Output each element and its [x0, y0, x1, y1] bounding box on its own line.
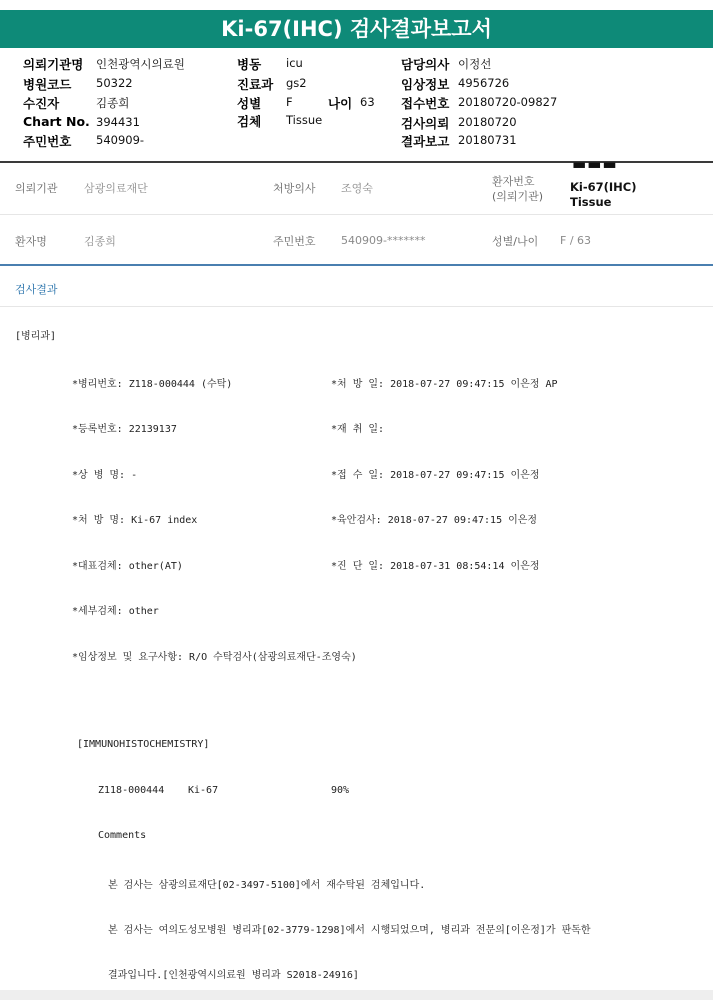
page-bottom-edge [0, 990, 713, 1000]
section-divider [0, 306, 713, 307]
sex-age-label: 성별/나이 [492, 235, 539, 248]
report-date-label: 결과보고 [401, 134, 450, 149]
rrn-value: 540909- [96, 133, 145, 147]
dept-label: 진료과 [237, 77, 274, 92]
specimen-label: 검체 [237, 114, 262, 129]
patient-name-label: 환자명 [15, 235, 47, 248]
collector-label: 수진자 [23, 96, 60, 111]
disease-name: *상 병 명: - [72, 470, 138, 481]
patient-no-label: 환자번호 [492, 175, 535, 188]
stamp-test-name: Ki-67(IHC) [570, 180, 637, 194]
comment-line-3: 결과입니다.[인천광역시의료원 병리과 S2018-24916] [108, 970, 359, 981]
chart-no-label: Chart No. [23, 114, 90, 129]
ward-value: icu [286, 56, 303, 70]
institution-label: 의뢰기관명 [23, 57, 84, 72]
result-section-title: 검사결과 [15, 283, 58, 296]
sub-specimen: *세부검체: other [72, 606, 159, 617]
report-title: Ki-67(IHC) 검사결과보고서 [0, 10, 713, 48]
sex-label: 성별 [237, 96, 262, 111]
presc-doctor-value: 조영숙 [341, 182, 373, 195]
receipt-date: *접 수 일: 2018-07-27 09:47:15 이은정 [331, 470, 540, 481]
comment-line-1: 본 검사는 삼광의료재단[02-3497-5100]에서 재수탁된 검체입니다. [108, 880, 426, 891]
ward-label: 병동 [237, 57, 262, 72]
request-date-value: 20180720 [458, 115, 517, 129]
result-divider [0, 264, 713, 266]
comment-line-2: 본 검사는 여의도성모병원 병리과[02-3779-1298]에서 시행되었으며, 병리과 전문의[이은정]가 판독한 [108, 925, 591, 936]
ihc-value: 90% [331, 785, 350, 796]
clinical-value: 4956726 [458, 76, 510, 90]
ihc-marker: Ki-67 [188, 785, 219, 796]
receipt-no-value: 20180720-09827 [458, 95, 558, 109]
request-date-label: 검사의뢰 [401, 116, 450, 131]
hospital-code-label: 병원코드 [23, 77, 72, 92]
diagnosis-date: *진 단 일: 2018-07-31 08:54:14 이은정 [331, 561, 540, 572]
req-org-label: 의뢰기관 [15, 182, 58, 195]
dept-value: gs2 [286, 76, 307, 90]
age-label: 나이 [328, 96, 353, 111]
specimen-value: Tissue [286, 113, 323, 127]
main-specimen: *대표검체: other(AT) [72, 561, 183, 572]
collector-value: 김종희 [96, 96, 130, 110]
order-date: *처 방 일: 2018-07-27 09:47:15 이은정 AP [331, 379, 558, 390]
report-date-value: 20180731 [458, 133, 517, 147]
hospital-code-value: 50322 [96, 76, 133, 90]
sex-age-value: F / 63 [560, 234, 592, 247]
registration-no: *등록번호: 22139137 [72, 424, 177, 435]
patient-rrn-value: 540909-******* [341, 234, 426, 247]
dept-tag: [병리과] [15, 331, 57, 342]
doctor-value: 이정선 [458, 57, 492, 71]
chart-no-value: 394431 [96, 115, 140, 129]
ihc-header: [IMMUNOHISTOCHEMISTRY] [77, 739, 210, 750]
cut-stamp-text: ▬▬▬ [572, 155, 618, 173]
institution-value: 인천광역시의료원 [96, 57, 185, 71]
req-org-value: 삼광의료재단 [84, 182, 148, 195]
patient-name-value: 김종희 [84, 235, 116, 248]
doctor-label: 담당의사 [401, 57, 450, 72]
patient-no-sub: (의뢰기관) [492, 190, 544, 203]
clinical-request: *임상정보 및 요구사항: R/O 수탁검사(삼광의료재단-조영숙) [72, 652, 357, 663]
gross-exam: *육안검사: 2018-07-27 09:47:15 이은정 [331, 515, 538, 526]
age-value: 63 [360, 95, 375, 109]
stamp-specimen: Tissue [570, 195, 612, 209]
pathology-no: *병리번호: Z118-000444 (수탁) [72, 379, 233, 390]
info-row-divider [0, 214, 713, 215]
report-header [0, 52, 713, 160]
receipt-no-label: 접수번호 [401, 96, 450, 111]
ihc-id: Z118-000444 [98, 785, 165, 796]
sex-value: F [286, 95, 293, 109]
rrn-label: 주민번호 [23, 134, 72, 149]
clinical-label: 임상정보 [401, 77, 450, 92]
patient-rrn-label: 주민번호 [273, 235, 316, 248]
comments-label: Comments [98, 830, 147, 841]
presc-doctor-label: 처방의사 [273, 182, 316, 195]
recollect-date: *재 취 일: [331, 424, 385, 435]
order-name: *처 방 명: Ki-67 index [72, 515, 198, 526]
